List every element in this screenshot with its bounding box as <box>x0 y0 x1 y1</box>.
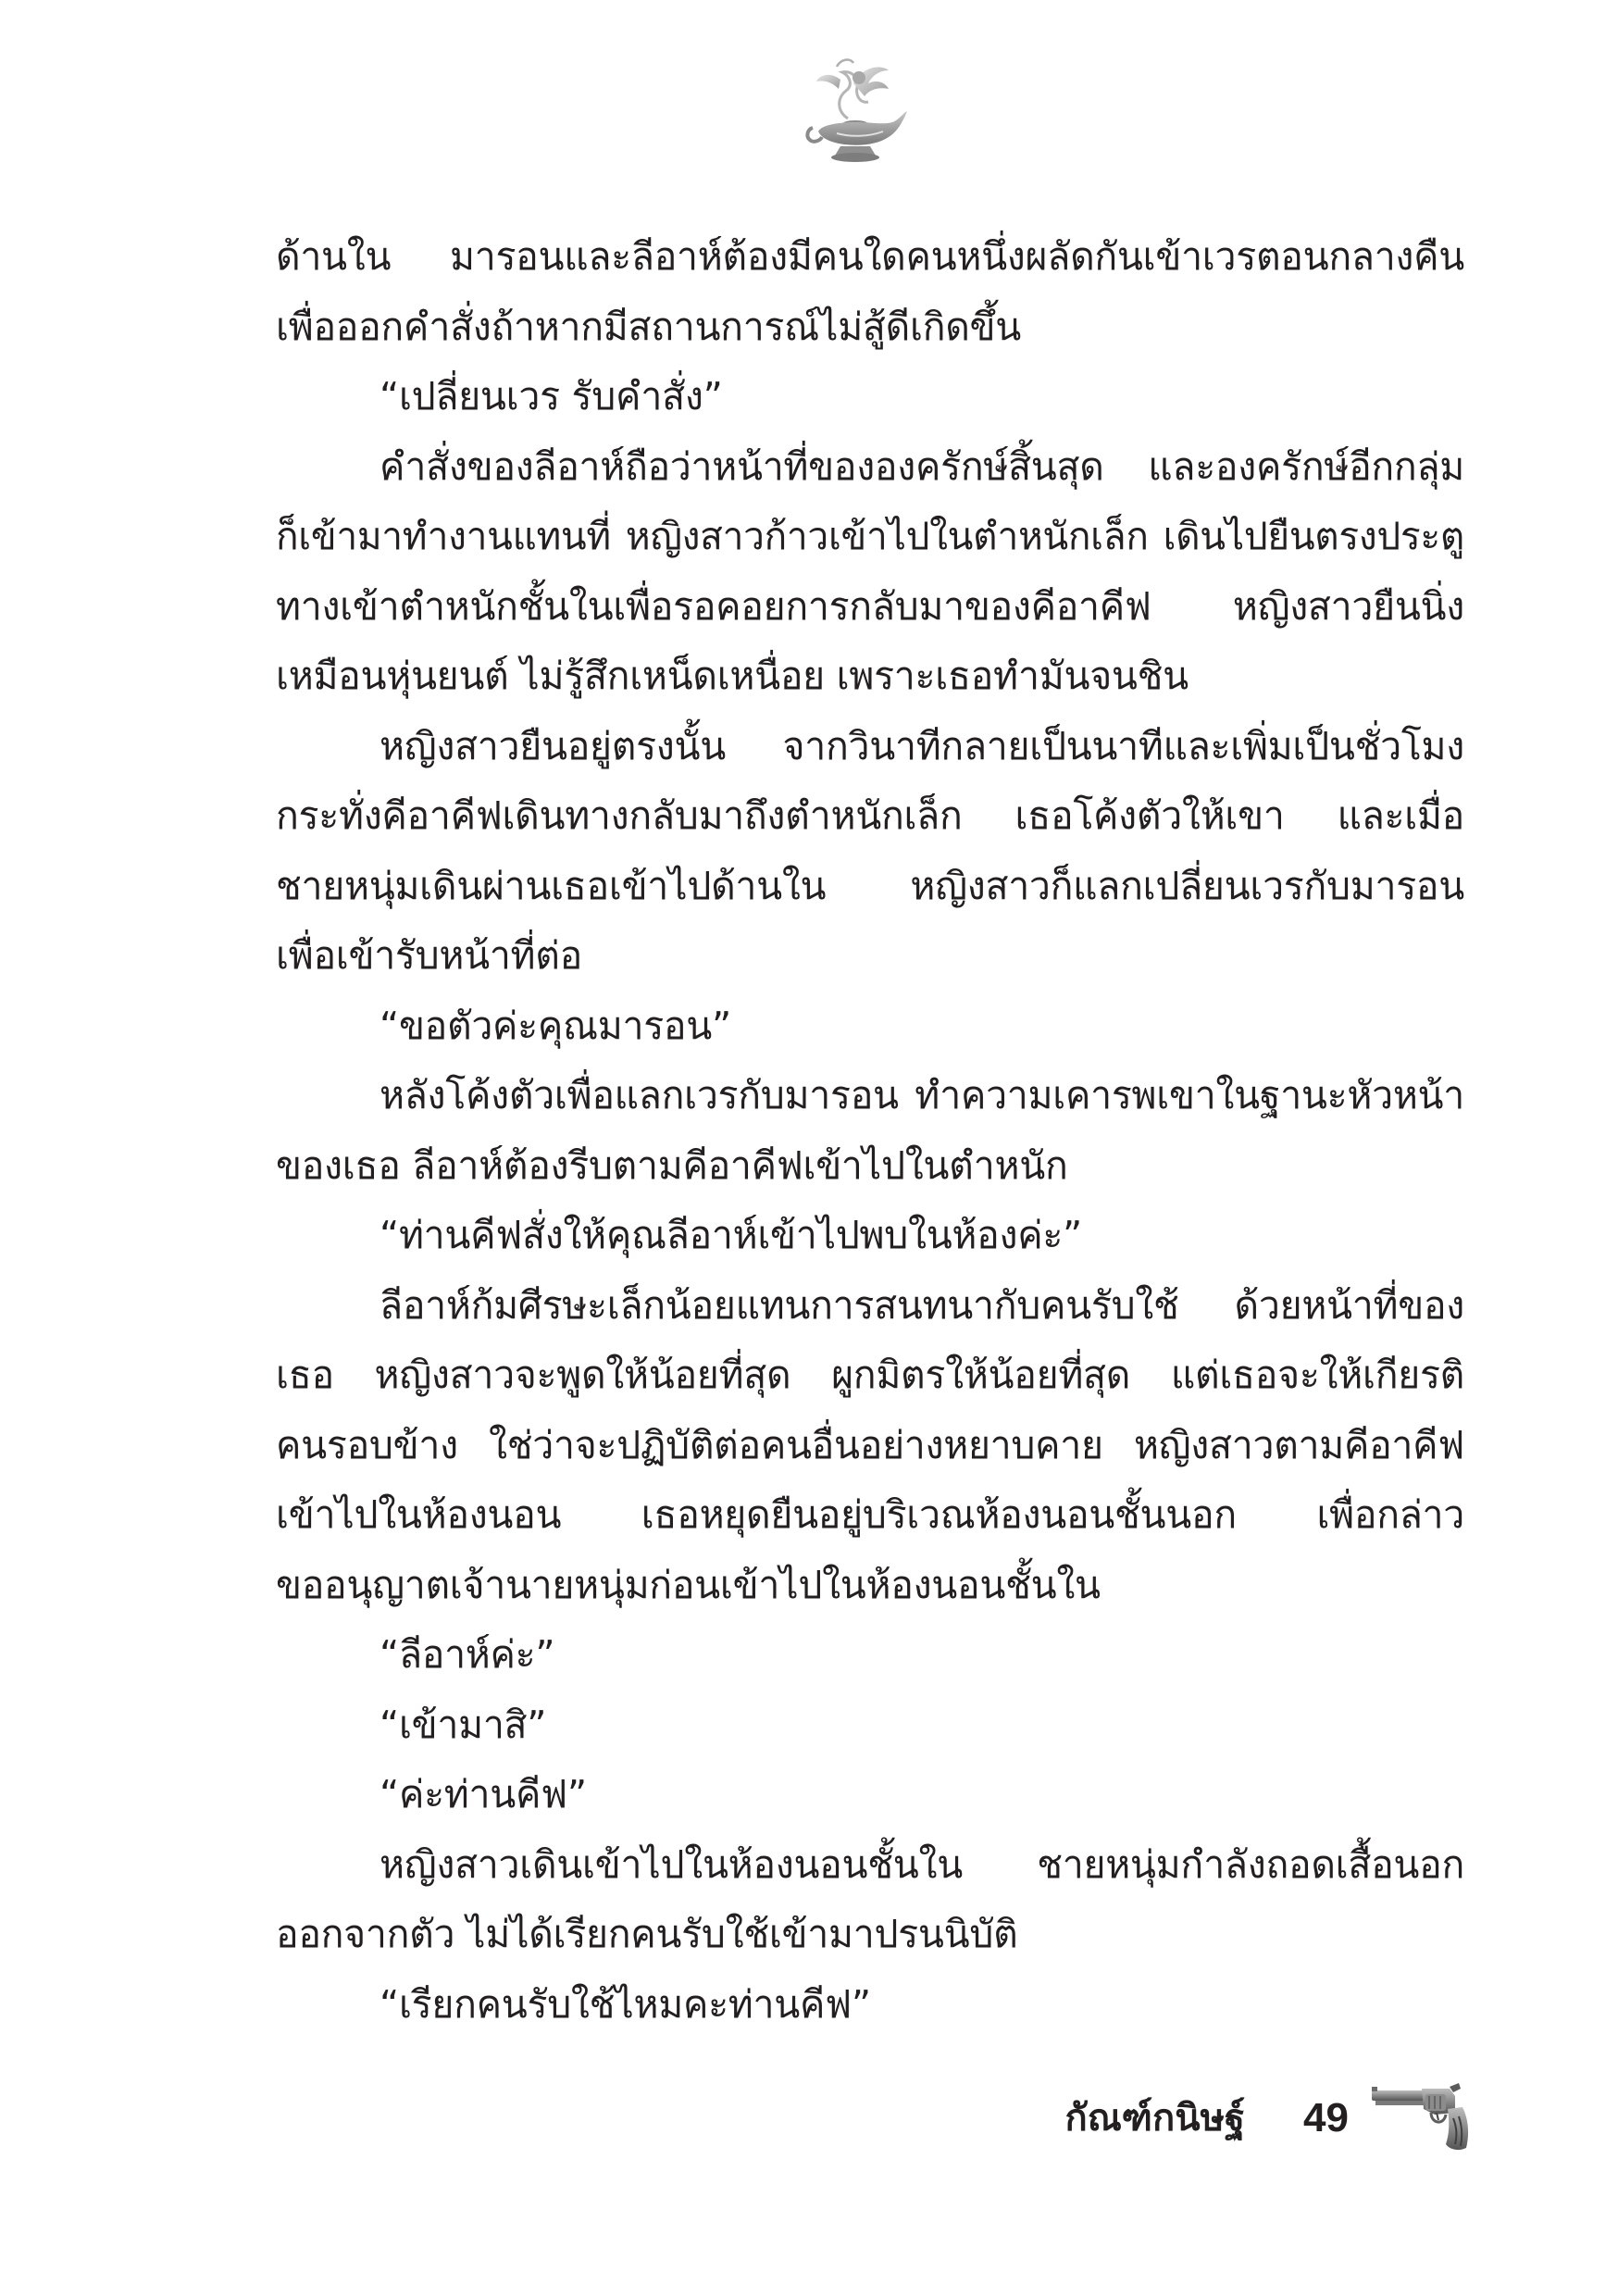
text-line: “เข้ามาสิ” <box>380 1702 547 1747</box>
revolver-icon <box>1370 2081 1472 2153</box>
text-line: ขออนุญาตเจ้านายหนุ่มก่อนเข้าไปในห้องนอนชั้นใน <box>276 1562 1101 1607</box>
text-line: “ค่ะท่านคีฟ” <box>380 1772 587 1816</box>
text-line: หญิงสาวยืนอยู่ตรงนั้น จากวินาทีกลายเป็นนาทีและเพิ่มเป็นชั่วโมง <box>380 723 1464 768</box>
text-line: หญิงสาวเดินเข้าไปในห้องนอนชั้นใน ชายหนุ่มกำลังถอดเสื้อนอก <box>380 1841 1464 1887</box>
text-line: “ท่านคีฟสั่งให้คุณลีอาห์เข้าไปพบในห้องค่ะ” <box>380 1213 1082 1257</box>
text-line: เข้าไปในห้องนอน เธอหยุดยืนอยู่บริเวณห้องนอนชั้นนอก เพื่อกล่าว <box>276 1492 1464 1537</box>
text-line: ทางเข้าตำหนักชั้นในเพื่อรอคอยการกลับมาของคีอาคีฟ หญิงสาวยืนนิ่ง <box>276 583 1464 629</box>
page-number: 49 <box>1303 2095 1349 2140</box>
book-title: กัณฑ์กนิษฐ์ <box>1064 2097 1245 2140</box>
text-line: ออกจากตัว ไม่ได้เรียกคนรับใช้เข้ามาปรนนิบัติ <box>276 1912 1018 1956</box>
body-text <box>276 222 1464 2040</box>
text-line: เพื่อเข้ารับหน้าที่ต่อ <box>276 933 582 978</box>
text-line: “ขอตัวค่ะคุณมารอน” <box>380 1003 731 1048</box>
text-line: “เปลี่ยนเวร รับคำสั่ง” <box>380 374 723 418</box>
text-line: หลังโค้งตัวเพื่อแลกเวรกับมารอน ทำความเคารพเขาในฐานะหัวหน้า <box>380 1073 1464 1117</box>
genie-lamp-icon <box>800 56 911 165</box>
text-line: คำสั่งของลีอาห์ถือว่าหน้าที่ขององครักษ์สิ้นสุด และองครักษ์อีกกลุ่ม <box>380 443 1464 489</box>
text-line: “เรียกคนรับใช้ไหมคะท่านคีฟ” <box>380 1981 871 2027</box>
text-line: “ลีอาห์ค่ะ” <box>380 1632 555 1677</box>
text-line: เพื่อออกคำสั่งถ้าหากมีสถานการณ์ไม่สู้ดีเกิดขึ้น <box>276 304 1021 349</box>
text-line: ลีอาห์ก้มศีรษะเล็กน้อยแทนการสนทนากับคนรับใช้ ด้วยหน้าที่ของ <box>380 1282 1464 1328</box>
text-line: ด้านใน มารอนและลีอาห์ต้องมีคนใดคนหนึ่งผลัดกันเข้าเวรตอนกลางคืน <box>276 234 1464 279</box>
text-line: เธอ หญิงสาวจะพูดให้น้อยที่สุด ผูกมิตรให้น้อยที่สุด แต่เธอจะให้เกียรติ <box>276 1353 1464 1397</box>
text-line: กระทั่งคีอาคีฟเดินทางกลับมาถึงตำหนักเล็ก เธอโค้งตัวให้เขา และเมื่อ <box>276 793 1464 838</box>
text-line: ชายหนุ่มเดินผ่านเธอเข้าไปด้านใน หญิงสาวก็แลกเปลี่ยนเวรกับมารอน <box>276 863 1464 908</box>
page-footer <box>1064 2081 1472 2155</box>
text-line: ของเธอ ลีอาห์ต้องรีบตามคีอาคีฟเข้าไปในตำหนัก <box>276 1142 1068 1188</box>
text-line: เหมือนหุ่นยนต์ ไม่รู้สึกเหน็ดเหนื่อย เพราะเธอทำมันจนชิน <box>276 654 1189 698</box>
text-line: คนรอบข้าง ใช่ว่าจะปฏิบัติต่อคนอื่นอย่างหยาบคาย หญิงสาวตามคีอาคีฟ <box>276 1422 1464 1467</box>
text-line: ก็เข้ามาทำงานแทนที่ หญิงสาวก้าวเข้าไปในตำหนักเล็ก เดินไปยืนตรงประตู <box>276 514 1464 558</box>
